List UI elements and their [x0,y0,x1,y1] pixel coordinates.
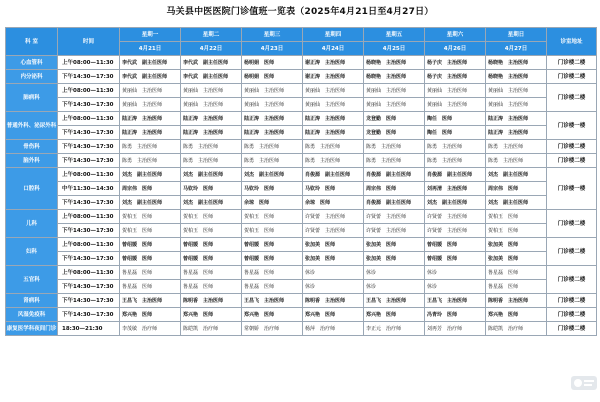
doctor-cell: 肖俊源 副主任医师 [364,196,425,210]
doctor-cell: 鲁星磊 医师 [120,266,181,280]
page-title: 马关县中医医院门诊值班一览表（2025年4月21日至4月27日） [166,7,434,17]
doctor-cell: 陆正涛 主治医师 [181,126,242,140]
doctor-cell: 许贤蕾 主治医师 [425,224,486,238]
doctor-cell: 休诊 [364,280,425,294]
doctor-cell: 刘杰 副主任医师 [120,196,181,210]
doctor-cell: 马钦玲 医师 [181,182,242,196]
doctor-cell: 常朝娇 治疗师 [242,322,303,336]
table-row [6,210,597,224]
doctor-cell: 黄丽仙 主治医师 [120,98,181,112]
doctor-cell: 休诊 [425,266,486,280]
doctor-cell: 曾绍媛 医师 [181,238,242,252]
department-name: 肾病科 [6,294,58,308]
clinic-location: 门诊楼二楼 [547,308,597,322]
date-header: 4月21日 [120,42,181,56]
doctor-cell: 鲁星磊 医师 [181,280,242,294]
doctor-cell: 许贤蕾 主治医师 [303,210,364,224]
doctor-cell: 龙登勤 医师 [364,126,425,140]
table-row [6,308,597,322]
session-time: 上午08:00—11:30 [58,84,120,98]
doctor-cell: 陈勇 主治医师 [303,154,364,168]
doctor-cell: 陶任 医师 [425,112,486,126]
date-header: 4月23日 [242,42,303,56]
doctor-cell: 李代武 副主任医师 [181,70,242,84]
doctor-cell: 鲁星磊 医师 [242,266,303,280]
table-row [6,70,597,84]
doctor-cell: 郑兴艳 医师 [303,308,364,322]
doctor-cell: 余琼 医师 [303,196,364,210]
doctor-cell: 鲁星磊 医师 [486,280,547,294]
doctor-cell: 休诊 [303,266,364,280]
clinic-location: 门诊楼二楼 [547,238,597,266]
doctor-cell: 刘杰 副主任医师 [181,168,242,182]
table-row [6,56,597,70]
table-row [6,252,597,266]
doctor-cell: 杨晓艳 主治医师 [364,70,425,84]
doctor-cell: 许贤蕾 主治医师 [364,224,425,238]
clinic-location: 门诊楼二楼 [547,84,597,112]
clinic-location: 门诊楼二楼 [547,70,597,84]
doctor-cell: 贺柏玉 医师 [486,224,547,238]
doctor-cell: 曾绍媛 医师 [425,238,486,252]
doctor-cell: 曾绍媛 医师 [120,252,181,266]
doctor-cell: 陈勇 主治医师 [486,140,547,154]
doctor-cell: 杨明娟 医师 [242,56,303,70]
session-time: 下午14:30—17:30 [58,308,120,322]
clinic-location: 门诊楼二楼 [547,210,597,238]
doctor-cell: 周宗伟 医师 [120,182,181,196]
doctor-cell: 陈勇 主治医师 [425,154,486,168]
doctor-cell: 肖俊源 副主任医师 [364,168,425,182]
department-name: 风湿免疫科 [6,308,58,322]
doctor-cell: 鲁星磊 医师 [181,266,242,280]
doctor-cell: 刘杰 副主任医师 [486,168,547,182]
table-row [6,84,597,98]
table-row [6,224,597,238]
doctor-cell: 张加美 医师 [486,252,547,266]
clinic-location: 门诊楼一楼 [547,168,597,210]
doctor-cell: 陆正涛 主治医师 [242,112,303,126]
doctor-cell: 张加美 医师 [303,252,364,266]
table-row [6,238,597,252]
doctor-cell: 陈勇 主治医师 [181,140,242,154]
weekday-header: 星期三 [242,28,303,42]
doctor-cell: 休诊 [303,280,364,294]
weekday-header: 星期一 [120,28,181,42]
doctor-cell: 王昌飞 主治医师 [425,294,486,308]
doctor-cell: 陶任 医师 [425,126,486,140]
doctor-cell: 黄丽仙 主治医师 [364,84,425,98]
doctor-cell: 谢正涛 主治医师 [303,70,364,84]
session-time: 下午14:30—17:30 [58,196,120,210]
doctor-cell: 贺柏玉 医师 [242,224,303,238]
doctor-cell: 王昌飞 主治医师 [120,294,181,308]
table-row [6,294,597,308]
weekday-header: 星期六 [425,28,486,42]
session-time: 上午08:00—11:30 [58,112,120,126]
department-name: 肺病科 [6,84,58,112]
doctor-cell: 杨晓艳 主治医师 [486,70,547,84]
date-header: 4月25日 [364,42,425,56]
doctor-cell: 周宗伟 医师 [486,182,547,196]
doctor-cell: 陆正涛 主治医师 [120,126,181,140]
doctor-cell: 陆正涛 主治医师 [486,126,547,140]
doctor-cell: 陆正涛 主治医师 [120,112,181,126]
doctor-cell: 王昌飞 主治医师 [242,294,303,308]
doctor-cell: 冯青玲 医师 [425,308,486,322]
doctor-cell: 马钦玲 医师 [242,182,303,196]
time-header: 时间 [58,28,120,56]
doctor-cell: 郑兴艳 医师 [486,308,547,322]
clinic-location: 门诊楼二楼 [547,154,597,168]
doctor-cell: 陈勇 主治医师 [120,140,181,154]
doctor-cell: 黄丽仙 主治医师 [486,98,547,112]
department-name: 普通外科、泌尿外科 [6,112,58,140]
table-row [6,154,597,168]
doctor-cell: 曾绍媛 医师 [425,252,486,266]
watermark-logo [570,374,598,392]
doctor-cell: 陆正涛 主治医师 [303,126,364,140]
doctor-cell: 王昌飞 主治医师 [364,294,425,308]
doctor-cell: 李代武 副主任医师 [181,56,242,70]
doctor-cell: 陈明香 主治医师 [181,294,242,308]
doctor-cell: 刘再清 主治医师 [425,182,486,196]
date-header: 4月27日 [486,42,547,56]
dept-header: 科 室 [6,28,58,56]
doctor-cell: 刘杰 副主任医师 [181,196,242,210]
session-time: 下午14:30—17:30 [58,294,120,308]
department-name: 内分泌科 [6,70,58,84]
session-time: 上午08:00—11:30 [58,168,120,182]
doctor-cell: 杨子庆 主治医师 [425,70,486,84]
doctor-cell: 陆正涛 主治医师 [181,112,242,126]
session-time: 中午11:30—14:30 [58,182,120,196]
clinic-location: 门诊楼二楼 [547,266,597,294]
department-name: 妇科 [6,238,58,266]
doctor-cell: 陆正涛 主治医师 [303,112,364,126]
table-row [6,182,597,196]
doctor-cell: 陈勇 主治医师 [364,140,425,154]
doctor-cell: 黄丽仙 主治医师 [181,84,242,98]
doctor-cell: 李代武 副主任医师 [120,70,181,84]
duty-roster-table [5,27,597,336]
table-row [6,168,597,182]
doctor-cell: 许贤蕾 主治医师 [425,210,486,224]
doctor-cell: 黄丽仙 主治医师 [242,84,303,98]
doctor-cell: 休诊 [364,266,425,280]
doctor-cell: 黄丽仙 主治医师 [486,84,547,98]
session-time: 18:30—21:30 [58,322,120,336]
doctor-cell: 龙登勤 医师 [364,112,425,126]
doctor-cell: 李茂敏 治疗师 [120,322,181,336]
doctor-cell: 陈勇 主治医师 [242,140,303,154]
doctor-cell: 陈勇 主治医师 [120,154,181,168]
doctor-cell: 贺柏玉 医师 [181,224,242,238]
doctor-cell: 陈勇 主治医师 [242,154,303,168]
doctor-cell: 陈皑凯 治疗师 [486,322,547,336]
doctor-cell: 张加美 医师 [303,238,364,252]
department-name: 心血管科 [6,56,58,70]
session-time: 下午14:30—17:30 [58,70,120,84]
doctor-cell: 杨晓艳 主治医师 [486,56,547,70]
doctor-cell: 谢正涛 主治医师 [303,56,364,70]
doctor-cell: 曾绍媛 医师 [181,252,242,266]
doctor-cell: 陈勇 主治医师 [303,140,364,154]
doctor-cell: 陈明香 主治医师 [486,294,547,308]
date-header: 4月22日 [181,42,242,56]
doctor-cell: 黄丽仙 主治医师 [425,98,486,112]
department-name: 骨伤科 [6,140,58,154]
doctor-cell: 张加美 医师 [364,252,425,266]
date-header: 4月26日 [425,42,486,56]
weekday-header: 星期日 [486,28,547,42]
session-time: 下午14:30—17:30 [58,252,120,266]
department-name: 口腔科 [6,168,58,210]
clinic-location: 门诊楼一楼 [547,112,597,140]
doctor-cell: 郑兴艳 医师 [364,308,425,322]
doctor-cell: 鲁星磊 医师 [120,280,181,294]
doctor-cell: 李代武 副主任医师 [120,56,181,70]
doctor-cell: 陈勇 主治医师 [425,140,486,154]
table-row [6,322,597,336]
table-row [6,98,597,112]
doctor-cell: 李正元 治疗师 [364,322,425,336]
table-row [6,266,597,280]
doctor-cell: 杨明娟 医师 [242,70,303,84]
department-name: 康复医学科夜间门诊 [6,322,58,336]
doctor-cell: 陈勇 主治医师 [181,154,242,168]
doctor-cell: 许贤蕾 主治医师 [364,210,425,224]
clinic-location: 门诊楼二楼 [547,56,597,70]
table-row [6,126,597,140]
doctor-cell: 肖俊源 副主任医师 [303,168,364,182]
doctor-cell: 陆正涛 主治医师 [486,112,547,126]
doctor-cell: 黄丽仙 主治医师 [303,84,364,98]
doctor-cell: 杨晓艳 主治医师 [364,56,425,70]
session-time: 上午08:00—11:30 [58,238,120,252]
doctor-cell: 休诊 [425,280,486,294]
doctor-cell: 贺柏玉 医师 [486,210,547,224]
doctor-cell: 郑兴艳 医师 [120,308,181,322]
doctor-cell: 贺柏玉 医师 [120,224,181,238]
doctor-cell: 刘杰 副主任医师 [486,196,547,210]
doctor-cell: 肖俊源 副主任医师 [425,168,486,182]
doctor-cell: 陈明香 主治医师 [303,294,364,308]
doctor-cell: 黄丽仙 主治医师 [120,84,181,98]
doctor-cell: 陈皑凯 治疗师 [181,322,242,336]
table-row [6,112,597,126]
doctor-cell: 刘杰 副主任医师 [120,168,181,182]
doctor-cell: 陈勇 主治医师 [486,154,547,168]
doctor-cell: 张加美 医师 [486,238,547,252]
doctor-cell: 杨子庆 主治医师 [425,56,486,70]
doctor-cell: 黄丽仙 主治医师 [364,98,425,112]
session-time: 下午14:30—17:30 [58,140,120,154]
doctor-cell: 郑兴艳 医师 [242,308,303,322]
session-time: 上午08:00—11:30 [58,56,120,70]
session-time: 下午14:30—17:30 [58,98,120,112]
table-row [6,196,597,210]
doctor-cell: 周宗伟 医师 [364,182,425,196]
department-name: 五官科 [6,266,58,294]
doctor-cell: 陆正涛 主治医师 [242,126,303,140]
doctor-cell: 余琼 医师 [242,196,303,210]
doctor-cell: 刘杰 副主任医师 [242,168,303,182]
doctor-cell: 郑兴艳 医师 [181,308,242,322]
table-row [6,280,597,294]
doctor-cell: 贺柏玉 医师 [242,210,303,224]
doctor-cell: 鲁星磊 医师 [486,266,547,280]
session-time: 下午14:30—17:30 [58,126,120,140]
department-name: 脑外科 [6,154,58,168]
doctor-cell: 黄丽仙 主治医师 [181,98,242,112]
weekday-header: 星期五 [364,28,425,42]
doctor-cell: 陈勇 主治医师 [364,154,425,168]
doctor-cell: 张加美 医师 [364,238,425,252]
location-header: 诊室地址 [547,28,597,56]
doctor-cell: 鲁星磊 医师 [242,280,303,294]
session-time: 下午14:30—17:30 [58,154,120,168]
doctor-cell: 黄丽仙 主治医师 [242,98,303,112]
doctor-cell: 杨萍 治疗师 [303,322,364,336]
session-time: 上午08:00—11:30 [58,266,120,280]
clinic-location: 门诊楼二楼 [547,294,597,308]
department-name: 儿科 [6,210,58,238]
doctor-cell: 贺柏玉 医师 [120,210,181,224]
doctor-cell: 曾绍媛 医师 [120,238,181,252]
session-time: 下午14:30—17:30 [58,280,120,294]
clinic-location: 门诊楼二楼 [547,322,597,336]
doctor-cell: 刘再芳 治疗师 [425,322,486,336]
doctor-cell: 黄丽仙 主治医师 [425,84,486,98]
doctor-cell: 刘杰 副主任医师 [425,196,486,210]
session-time: 下午14:30—17:30 [58,224,120,238]
doctor-cell: 许贤蕾 主治医师 [303,224,364,238]
session-time: 上午08:00—11:30 [58,210,120,224]
weekday-header: 星期二 [181,28,242,42]
header-row-weekdays [6,28,597,42]
doctor-cell: 马钦玲 医师 [303,182,364,196]
table-row [6,140,597,154]
doctor-cell: 曾绍媛 医师 [242,252,303,266]
doctor-cell: 曾绍媛 医师 [242,238,303,252]
date-header: 4月24日 [303,42,364,56]
clinic-location: 门诊楼二楼 [547,140,597,154]
doctor-cell: 黄丽仙 主治医师 [303,98,364,112]
weekday-header: 星期四 [303,28,364,42]
doctor-cell: 贺柏玉 医师 [181,210,242,224]
